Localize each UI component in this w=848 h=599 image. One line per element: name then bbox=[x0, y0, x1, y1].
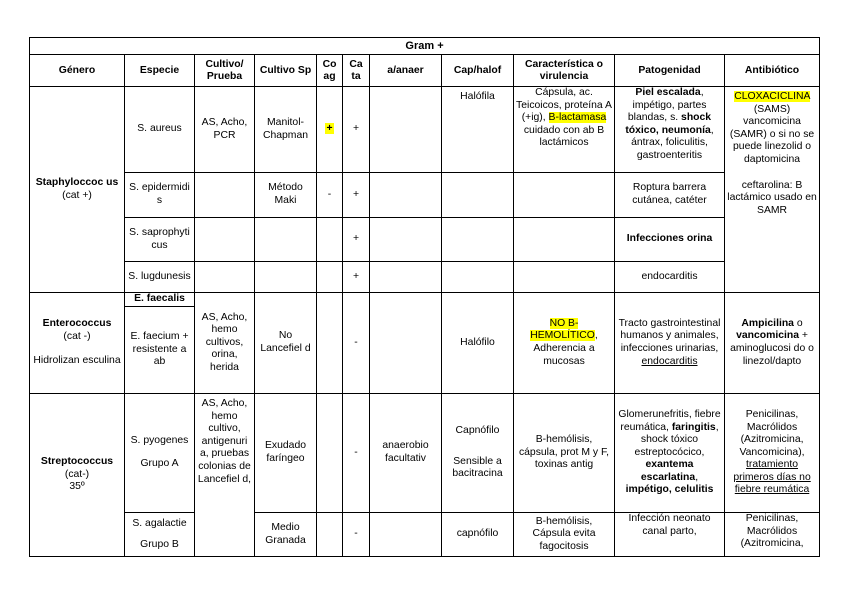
pathogenicity-text: Glomerunefritis, fiebre reumática, bbox=[618, 408, 721, 433]
species-cell: S. lugdunesis bbox=[125, 262, 195, 293]
cultivo-sp-cell: No Lancefiel d bbox=[255, 293, 317, 394]
species-name: S. pyogenes bbox=[130, 435, 189, 447]
coag-cell bbox=[317, 293, 343, 394]
species-cell: S. aureus bbox=[125, 87, 195, 173]
virulence-highlight: B-lactamasa bbox=[548, 112, 607, 124]
halof-cell bbox=[442, 218, 514, 262]
cata-cell: - bbox=[343, 293, 370, 394]
halof-capnofilo: Capnófilo bbox=[455, 425, 500, 437]
coag-cell bbox=[317, 87, 343, 173]
cata-cell: + bbox=[343, 218, 370, 262]
genus-note: (cat-) bbox=[64, 468, 90, 480]
species-group: Grupo B bbox=[140, 538, 179, 550]
genus-name: Staphyloccoc us bbox=[35, 176, 119, 188]
pathogenicity-cell: Infección neonato canal parto, bbox=[615, 513, 725, 557]
antibiotic-bold: Ampicilina bbox=[741, 317, 794, 329]
col-header-antibiotico: Antibiótico bbox=[725, 55, 820, 87]
halof-cell bbox=[442, 262, 514, 293]
coag-cell bbox=[317, 218, 343, 262]
pathogenicity-cell: Infecciones orina bbox=[615, 218, 725, 262]
antibiotic-ceftarolina: ceftarolina: B lactámico usado en SAMR bbox=[727, 179, 817, 216]
halof-cell: Halófilo bbox=[442, 293, 514, 394]
species-name: S. agalactie bbox=[132, 517, 187, 529]
antibiotic-cell bbox=[725, 87, 820, 293]
col-header-coag: Co ag bbox=[317, 55, 343, 87]
virulence-highlight: NO B-HEMOLÍTICO bbox=[530, 317, 595, 342]
virulence-cell bbox=[514, 218, 615, 262]
pathogenicity-cell: Roptura barrera cutánea, catéter bbox=[615, 173, 725, 218]
genus-note: (cat +) bbox=[62, 189, 92, 201]
cultivo-sp-cell: Manitol-Chapman bbox=[255, 87, 317, 173]
cultivo-sp-cell bbox=[255, 218, 317, 262]
genus-name: Streptococcus bbox=[40, 456, 114, 468]
col-header-cap-halof: Cap/halof bbox=[442, 55, 514, 87]
antibiotic-main bbox=[727, 91, 817, 167]
col-header-virulencia: Característica o virulencia bbox=[514, 55, 615, 87]
antibiotic-cell bbox=[725, 293, 820, 394]
pathogenicity-cell bbox=[615, 394, 725, 513]
pathogenicity-underlined: endocarditis bbox=[641, 355, 698, 367]
cultivo-cell bbox=[195, 262, 255, 293]
pathogenicity-text: Tracto gastrointestinal humanos y animales, infecciones urinarias, bbox=[618, 317, 721, 354]
cata-cell: + bbox=[343, 262, 370, 293]
virulence-text-2: cuidado con ab B lactámicos bbox=[523, 124, 605, 149]
species-cell bbox=[125, 394, 195, 513]
species-cell bbox=[125, 513, 195, 557]
pathogenicity-bold: faringitis bbox=[671, 421, 716, 433]
species-cell: S. epidermidi s bbox=[125, 173, 195, 218]
virulence-cell: B-hemólisis, Cápsula evita fagocitosis bbox=[514, 513, 615, 557]
antibiotic-highlight: CLOXACICLINA bbox=[734, 91, 810, 102]
coag-cell bbox=[317, 394, 343, 513]
antibiotic-text: Penicilinas, Macrólidos (Azitromicina, Vancomicina), bbox=[739, 408, 805, 458]
pathogenicity-bold-2: exantema escarlatina bbox=[640, 459, 696, 483]
pathogenicity-bold-3: impétigo, celulitis bbox=[625, 484, 714, 496]
table-title: Gram + bbox=[30, 38, 820, 55]
pathogenicity-cell bbox=[615, 87, 725, 173]
table-row bbox=[30, 87, 820, 173]
antibiotic-text: o bbox=[793, 317, 803, 329]
genus-streptococcus bbox=[30, 394, 125, 557]
antibiotic-bold-2: vancomicina bbox=[736, 330, 800, 342]
anaer-cell: anaerobio facultativ bbox=[370, 394, 442, 513]
antibiotic-underlined: tratamiento primeros días no fiebre reumática bbox=[733, 459, 811, 496]
genus-staphylococcus bbox=[30, 87, 125, 293]
table-row bbox=[30, 513, 820, 557]
col-header-cultivo-sp: Cultivo Sp bbox=[255, 55, 317, 87]
anaer-cell bbox=[370, 293, 442, 394]
species-group: Grupo A bbox=[140, 458, 179, 469]
cultivo-cell: AS, Acho, hemo cultivo, antigenuri a, pruebas colonias de Lancefiel d, bbox=[195, 394, 255, 557]
genus-temp: 35º bbox=[69, 481, 85, 493]
virulence-cell bbox=[514, 87, 615, 173]
cultivo-cell: AS, Acho, PCR bbox=[195, 87, 255, 173]
coag-cell bbox=[317, 262, 343, 293]
virulence-cell: B-hemólisis, cápsula, prot M y F, toxinas antig bbox=[514, 394, 615, 513]
virulence-text: , Adherencia a mucosas bbox=[533, 330, 598, 367]
pathogenicity-cell: endocarditis bbox=[615, 262, 725, 293]
genus-name: Enterococcus bbox=[42, 318, 112, 330]
virulence-cell bbox=[514, 173, 615, 218]
anaer-cell bbox=[370, 87, 442, 173]
table-row bbox=[30, 262, 820, 293]
coag-cell: - bbox=[317, 173, 343, 218]
pathogenicity-cell bbox=[615, 293, 725, 394]
cata-cell: - bbox=[343, 513, 370, 557]
antibiotic-cell: Penicilinas, Macrólidos (Azitromicina, bbox=[725, 513, 820, 557]
col-header-genero: Género bbox=[30, 55, 125, 87]
anaer-cell bbox=[370, 262, 442, 293]
anaer-cell bbox=[370, 513, 442, 557]
pathogenicity-text-2: , shock tóxico estreptocócico, bbox=[634, 421, 719, 458]
cultivo-cell bbox=[195, 173, 255, 218]
table-row bbox=[30, 173, 820, 218]
halof-bacitracina: Sensible a bacitracina bbox=[452, 455, 503, 480]
species-cell: S. saprophyti cus bbox=[125, 218, 195, 262]
col-header-especie: Especie bbox=[125, 55, 195, 87]
col-header-patogenidad: Patogenidad bbox=[615, 55, 725, 87]
cata-cell: - bbox=[343, 394, 370, 513]
antibiotic-text-2: + aminoglucosi do o linezol/dapto bbox=[730, 330, 814, 367]
table-row bbox=[30, 293, 820, 307]
col-header-cultivo-prueba: Cultivo/ Prueba bbox=[195, 55, 255, 87]
halof-cell bbox=[442, 173, 514, 218]
cata-cell: + bbox=[343, 87, 370, 173]
species-cell: E. faecium + resistente a ab bbox=[125, 307, 195, 394]
pathogenicity-bold: Piel escalada bbox=[635, 87, 701, 98]
pathogenicity-text: , impétigo, partes blandas, s. bbox=[627, 87, 707, 124]
antibiotic-text: (SAMS) vancomicina (SAMR) o si no se puede linezolid o daptomicina bbox=[729, 103, 815, 165]
cultivo-sp-cell: Medio Granada bbox=[255, 513, 317, 557]
table-row bbox=[30, 394, 820, 513]
anaer-cell bbox=[370, 173, 442, 218]
virulence-text: Cápsula, ac. Teicoicos, proteína A (+ig), bbox=[516, 87, 612, 124]
header-row bbox=[30, 55, 820, 87]
cultivo-cell: AS, Acho, hemo cultivos, orina, herida bbox=[195, 293, 255, 394]
genus-extra: Hidrolizan esculina bbox=[33, 355, 121, 367]
cultivo-sp-cell: Exudado faríngeo bbox=[255, 394, 317, 513]
halof-cell bbox=[442, 394, 514, 513]
pathogenicity-text-3: , bbox=[695, 471, 699, 483]
halof-cell: capnófilo bbox=[442, 513, 514, 557]
halof-cell: Halófila bbox=[442, 87, 514, 173]
col-header-cata: Ca ta bbox=[343, 55, 370, 87]
gram-positive-table bbox=[29, 37, 820, 557]
coag-highlight: + bbox=[326, 123, 333, 135]
anaer-cell bbox=[370, 218, 442, 262]
virulence-cell bbox=[514, 262, 615, 293]
pathogenicity-text-2: , ántrax, foliculitis, gastroenteritis bbox=[631, 124, 714, 161]
species-cell: E. faecalis bbox=[125, 293, 195, 307]
cultivo-sp-cell bbox=[255, 262, 317, 293]
cultivo-cell bbox=[195, 218, 255, 262]
antibiotic-cell bbox=[725, 394, 820, 513]
pathogenicity-bold-2: shock tóxico, neumonía bbox=[625, 112, 712, 136]
virulence-cell bbox=[514, 293, 615, 394]
genus-note: (cat -) bbox=[63, 330, 91, 342]
table-row bbox=[30, 218, 820, 262]
genus-enterococcus bbox=[30, 293, 125, 394]
cata-cell: + bbox=[343, 173, 370, 218]
coag-cell bbox=[317, 513, 343, 557]
col-header-anaer: a/anaer bbox=[370, 55, 442, 87]
cultivo-sp-cell: Método Maki bbox=[255, 173, 317, 218]
